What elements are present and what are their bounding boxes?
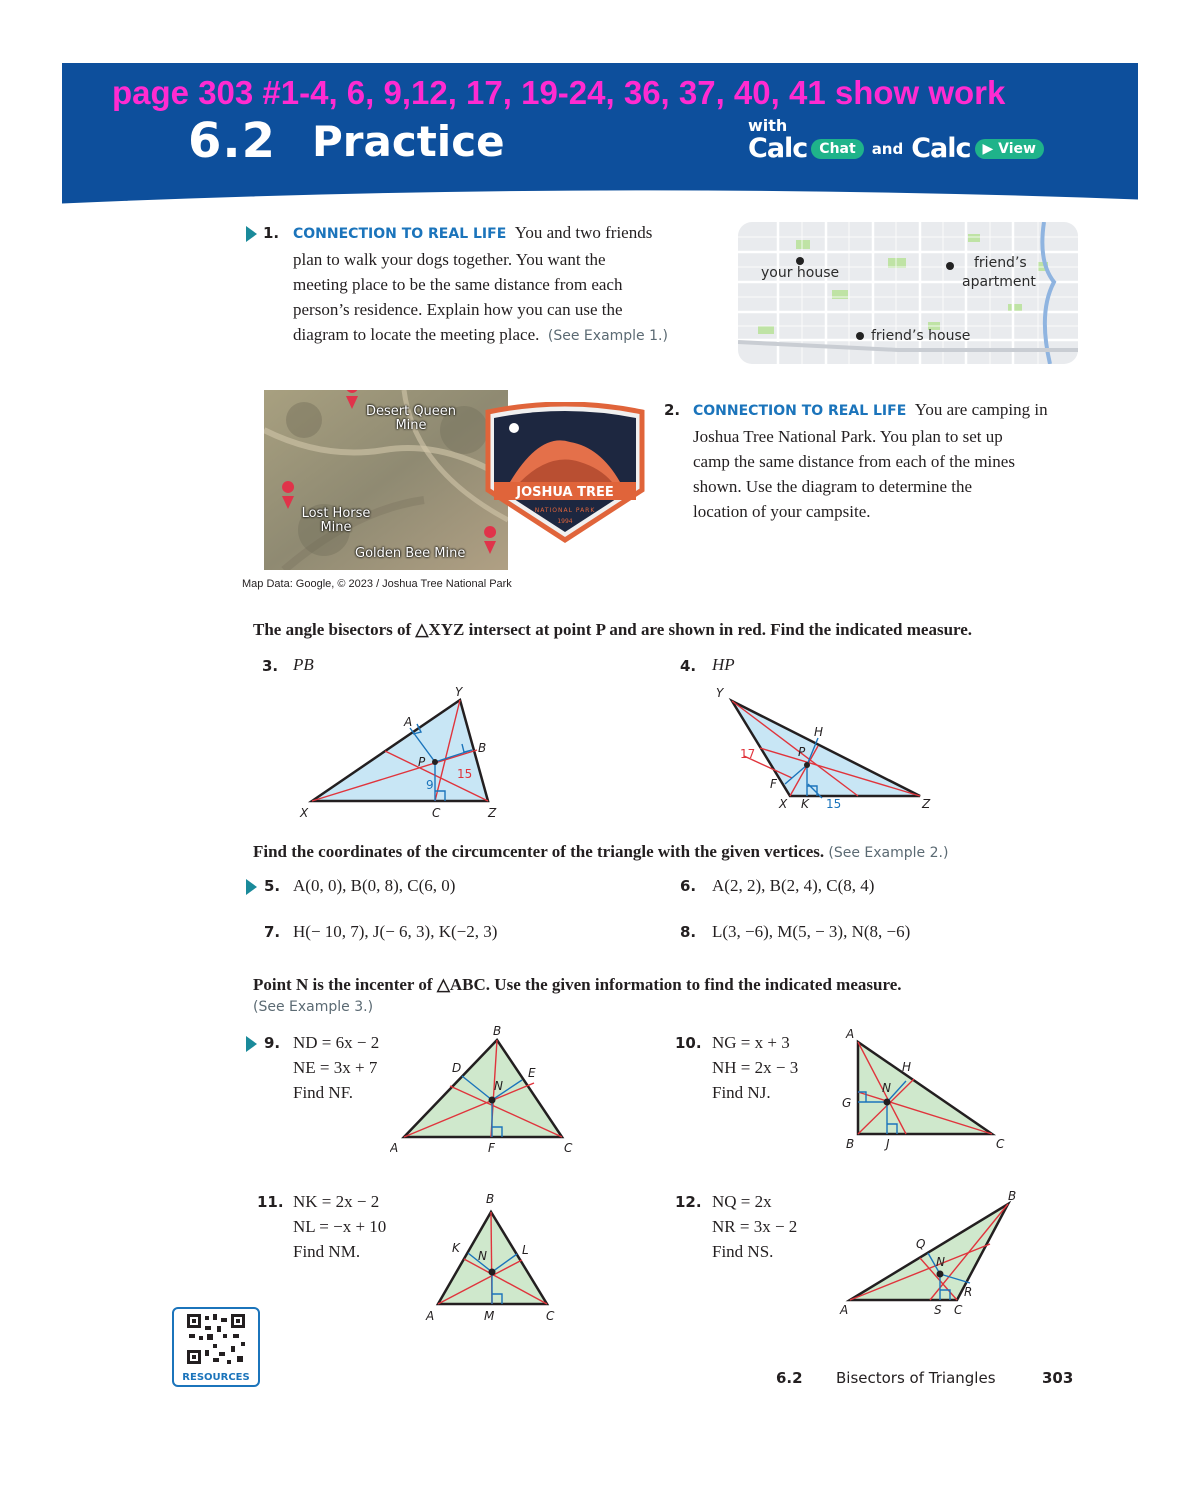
label-p: P xyxy=(798,745,806,759)
map-label-your-house: your house xyxy=(761,265,840,281)
given-line: NK = 2x − 2 xyxy=(293,1192,380,1211)
label-b: B xyxy=(486,1192,495,1206)
label-n: N xyxy=(478,1249,487,1263)
given-line: NL = −x + 10 xyxy=(293,1217,387,1236)
problem-6-number: 6. xyxy=(680,877,697,895)
given-line: Find NM. xyxy=(293,1242,361,1261)
label-z: Z xyxy=(922,797,931,811)
badge-sub: NATIONAL PARK xyxy=(534,507,596,514)
label-m: M xyxy=(484,1309,495,1323)
label-p: P xyxy=(418,755,426,769)
given-line: Find NS. xyxy=(712,1242,774,1261)
label-y: Y xyxy=(716,686,724,700)
label-s: S xyxy=(934,1303,942,1317)
label-d: D xyxy=(452,1061,462,1075)
label-n: N xyxy=(494,1079,503,1093)
label-r: R xyxy=(964,1285,973,1299)
calc-tools xyxy=(748,133,1044,164)
label-a: A xyxy=(426,1309,435,1323)
map-label-friends-house: friend’s house xyxy=(871,328,971,344)
mine-label-line: Mine xyxy=(395,418,427,433)
triangle-problem-4 xyxy=(700,680,950,826)
map-label-friends-apartment: friend’s xyxy=(974,255,1027,271)
see-example-3[interactable]: (See Example 3.) xyxy=(253,999,374,1015)
p1-line: person’s residence. Explain how you can use the xyxy=(293,300,623,319)
triangle-problem-11 xyxy=(420,1186,570,1328)
problem-2-number: 2. xyxy=(664,401,681,419)
problem-9-number: 9. xyxy=(264,1034,281,1052)
label-c: C xyxy=(546,1309,555,1323)
view-pill xyxy=(975,139,1044,159)
given-line: NE = 3x + 7 xyxy=(293,1058,378,1077)
problem-7-number: 7. xyxy=(264,923,281,941)
label-n: N xyxy=(936,1255,945,1269)
label-c: C xyxy=(954,1303,963,1317)
problem-1-number: 1. xyxy=(263,224,280,242)
p2-line: You are camping in xyxy=(914,400,1048,419)
section-number: 6.2 xyxy=(188,113,277,169)
problem-5-number: 5. xyxy=(264,877,281,895)
p1-line: plan to walk your dogs together. You want the xyxy=(293,250,606,269)
label-z: Z xyxy=(488,806,497,820)
problem-12-number: 12. xyxy=(675,1193,702,1211)
p2-line: Joshua Tree National Park. You plan to set up xyxy=(693,427,1003,446)
your-house-marker xyxy=(796,257,804,265)
video-arrow-icon[interactable] xyxy=(246,1036,257,1052)
triangle-problem-3 xyxy=(280,680,520,826)
problem-7-text: H(− 10, 7), J(− 6, 3), K(−2, 3) xyxy=(293,922,498,941)
map-credit: Map Data: Google, © 2023 / Joshua Tree National Park xyxy=(242,578,512,590)
see-example-2[interactable]: (See Example 2.) xyxy=(828,845,949,861)
incenter-instruction: Point N is the incenter of △ABC. Use the given information to find the indicated measure. xyxy=(253,975,902,994)
label-n: N xyxy=(882,1081,891,1095)
problem-1-text xyxy=(293,220,713,349)
label-a: A xyxy=(404,715,413,729)
p1-line: meeting place to be the same distance from each xyxy=(293,275,623,294)
label-b: B xyxy=(846,1137,855,1151)
see-example-1[interactable]: (See Example 1.) xyxy=(547,328,668,344)
triangle-problem-12 xyxy=(830,1184,1030,1324)
problem-10-givens xyxy=(712,1030,798,1105)
mine-label-desert-queen xyxy=(356,405,466,433)
label-a: A xyxy=(840,1303,849,1317)
problem-6-text: A(2, 2), B(2, 4), C(8, 4) xyxy=(712,876,875,895)
mine-label-golden-bee: Golden Bee Mine xyxy=(355,546,466,561)
play-icon: ▶ xyxy=(982,140,999,157)
problem-8-number: 8. xyxy=(680,923,697,941)
problem-1-tag: CONNECTION TO REAL LIFE xyxy=(293,226,507,242)
problem-3-measure: PB xyxy=(293,655,314,674)
label-x: X xyxy=(779,797,788,811)
joshua-tree-badge xyxy=(480,402,650,544)
problem-4-number: 4. xyxy=(680,657,697,675)
given-line: NR = 3x − 2 xyxy=(712,1217,798,1236)
friends-house-marker xyxy=(856,332,864,340)
problem-2-text xyxy=(693,397,1093,524)
p1-line: You and two friends xyxy=(514,223,653,242)
chat-pill: Chat xyxy=(811,139,863,159)
label-k: K xyxy=(452,1241,460,1255)
friends-apartment-marker xyxy=(946,262,954,270)
problem-11-number: 11. xyxy=(257,1193,284,1211)
and-label: and xyxy=(871,139,904,158)
p1-line: diagram to locate the meeting place. xyxy=(293,325,540,344)
mine-label-line: Desert Queen xyxy=(365,404,457,419)
angle-bisector-instruction: The angle bisectors of △XYZ intersect at point P and are shown in red. Find the indicated measure. xyxy=(253,620,973,639)
label-g: G xyxy=(842,1096,852,1110)
triangle-problem-10 xyxy=(836,1022,1016,1156)
label-h: H xyxy=(814,725,824,739)
given-line: ND = 6x − 2 xyxy=(293,1033,380,1052)
assignment-note: page 303 #1-4, 6, 9,12, 17, 19-24, 36, 37, 40, 41 show work xyxy=(112,74,1006,111)
problem-4-measure: HP xyxy=(712,655,735,674)
problem-3-number: 3. xyxy=(262,657,279,675)
problem-10-number: 10. xyxy=(675,1034,702,1052)
problem-11-givens xyxy=(293,1189,386,1264)
label-x: X xyxy=(300,806,309,820)
circumcenter-instruction xyxy=(253,842,948,862)
length-15: 15 xyxy=(457,767,473,781)
label-f: F xyxy=(770,777,777,791)
calc-chat-logo: Calc xyxy=(748,133,808,164)
qr-code-icon xyxy=(187,1314,245,1364)
label-e: E xyxy=(528,1066,536,1080)
page-number: 303 xyxy=(1042,1369,1074,1387)
label-l: L xyxy=(522,1243,529,1257)
label-a: A xyxy=(846,1027,855,1041)
given-line: NG = x + 3 xyxy=(712,1033,790,1052)
badge-name: JOSHUA TREE xyxy=(516,485,614,500)
p2-line: camp the same distance from each of the mines xyxy=(693,452,1015,471)
label-q: Q xyxy=(916,1237,926,1251)
video-arrow-icon[interactable] xyxy=(246,879,257,895)
length-17: 17 xyxy=(740,747,756,761)
label-y: Y xyxy=(455,685,463,699)
resources-label: RESOURCES xyxy=(182,1372,250,1383)
map-label-friends-apartment: apartment xyxy=(962,274,1036,290)
resources-button[interactable] xyxy=(172,1307,260,1387)
label-c: C xyxy=(432,806,441,820)
mine-label-lost-horse xyxy=(288,507,384,535)
with-label: with xyxy=(748,116,788,135)
label-b: B xyxy=(1008,1189,1017,1203)
label-b: B xyxy=(478,741,487,755)
circumcenter-instruction-text: Find the coordinates of the circumcenter of the triangle with the given vertices. xyxy=(253,842,825,861)
label-a: A xyxy=(390,1141,399,1155)
badge-year: 1994 xyxy=(557,518,573,525)
problem-5-text: A(0, 0), B(0, 8), C(6, 0) xyxy=(293,876,456,895)
given-line: Find NJ. xyxy=(712,1083,771,1102)
given-line: NQ = 2x xyxy=(712,1192,772,1211)
problem-12-givens xyxy=(712,1189,797,1264)
label-k: K xyxy=(801,797,809,811)
mine-label-line: Lost Horse xyxy=(301,506,371,521)
given-line: NH = 2x − 3 xyxy=(712,1058,799,1077)
label-c: C xyxy=(564,1141,573,1155)
mine-label-line: Mine xyxy=(320,520,352,535)
length-15: 15 xyxy=(826,797,842,811)
p2-line: location of your campsite. xyxy=(693,502,871,521)
p2-line: shown. Use the diagram to determine the xyxy=(693,477,973,496)
problem-2-tag: CONNECTION TO REAL LIFE xyxy=(693,403,907,419)
calc-view-logo: Calc xyxy=(911,133,971,164)
label-h: H xyxy=(902,1060,912,1074)
label-b: B xyxy=(493,1024,502,1038)
section-title: Practice xyxy=(312,117,505,166)
problem-9-givens xyxy=(293,1030,379,1105)
footer-title: Bisectors of Triangles xyxy=(836,1369,996,1387)
label-j: J xyxy=(886,1137,890,1151)
problem-8-text: L(3, −6), M(5, − 3), N(8, −6) xyxy=(712,922,911,941)
footer-section: 6.2 xyxy=(776,1369,803,1387)
given-line: Find NF. xyxy=(293,1083,354,1102)
view-label: View xyxy=(998,140,1036,157)
label-c: C xyxy=(996,1137,1005,1151)
length-9: 9 xyxy=(426,778,434,792)
triangle-problem-9 xyxy=(390,1020,580,1160)
video-arrow-icon[interactable] xyxy=(246,226,257,242)
label-f: F xyxy=(488,1141,495,1155)
